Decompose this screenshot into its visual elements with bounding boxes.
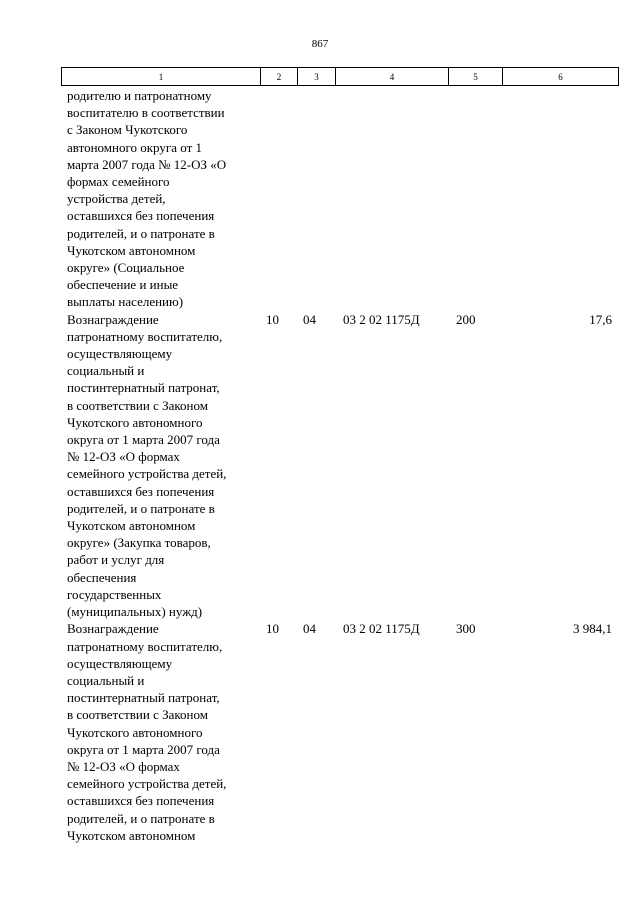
description-line: воспитателю в соответствии — [67, 105, 225, 121]
description-line: оставшихся без попечения — [67, 208, 215, 224]
description-line: выплаты населению) — [67, 294, 184, 310]
description-cell — [67, 311, 257, 621]
target-article-cell: 03 2 02 1175Д — [343, 621, 420, 637]
description-line: устройства детей, — [67, 191, 166, 207]
description-line: округа от 1 марта 2007 года — [67, 432, 220, 448]
description-line: осуществляющему — [67, 655, 173, 671]
target-article-cell: 03 2 02 1175Д — [343, 311, 420, 327]
amount-cell: 17,6 — [589, 311, 612, 327]
expense-type-cell: 300 — [456, 621, 476, 637]
description-line: Вознаграждение — [67, 621, 159, 637]
description-cell — [67, 87, 257, 311]
description-line: семейного устройства детей, — [67, 776, 227, 792]
column-header-1: 1 — [62, 68, 261, 86]
column-header-table — [61, 67, 619, 86]
description-line: Чукотском автономном — [67, 518, 196, 534]
description-line: родителей, и о патронате в — [67, 500, 215, 516]
description-cell — [67, 620, 257, 844]
description-line: (муниципальных) нужд) — [67, 604, 203, 620]
description-line: округе» (Социальное — [67, 260, 185, 276]
amount-cell: 3 984,1 — [573, 621, 612, 637]
subsection-code-cell: 04 — [303, 311, 316, 327]
description-line: Чукотском автономном — [67, 242, 196, 258]
description-line: постинтернатный патронат, — [67, 690, 220, 706]
column-header-5: 5 — [449, 68, 503, 86]
column-header-row — [62, 68, 619, 86]
description-line: округа от 1 марта 2007 года — [67, 741, 220, 757]
description-line: Чукотского автономного — [67, 414, 203, 430]
description-line: в соответствии с Законом — [67, 397, 208, 413]
description-line: родителей, и о патронате в — [67, 225, 215, 241]
description-line: № 12-ОЗ «О формах — [67, 758, 180, 774]
description-line: № 12-ОЗ «О формах — [67, 449, 180, 465]
description-line: марта 2007 года № 12-ОЗ «О — [67, 156, 227, 172]
table-row — [0, 620, 640, 844]
description-line: родителю и патронатному — [67, 88, 212, 103]
section-code-cell: 10 — [266, 621, 279, 637]
description-line: постинтернатный патронат, — [67, 380, 220, 396]
description-line: государственных — [67, 586, 162, 602]
section-code-cell: 10 — [266, 311, 279, 327]
subsection-code-cell: 04 — [303, 621, 316, 637]
column-header-4: 4 — [336, 68, 449, 86]
description-line: с Законом Чукотского — [67, 122, 188, 138]
description-line: оставшихся без попечения — [67, 793, 215, 809]
description-line: патронатному воспитателю, — [67, 638, 223, 654]
table-row — [0, 87, 640, 311]
table-row — [0, 311, 640, 621]
description-line: автономного округа от 1 — [67, 139, 203, 155]
description-line: работ и услуг для — [67, 552, 165, 568]
column-header-2: 2 — [261, 68, 298, 86]
description-line: Чукотском автономном — [67, 827, 196, 843]
description-line: в соответствии с Законом — [67, 707, 208, 723]
description-line: оставшихся без попечения — [67, 483, 215, 499]
description-line: осуществляющему — [67, 346, 173, 362]
description-line: патронатному воспитателю, — [67, 328, 223, 344]
description-line: Вознаграждение — [67, 311, 159, 327]
description-line: семейного устройства детей, — [67, 466, 227, 482]
column-header-3: 3 — [298, 68, 336, 86]
description-line: округе» (Закупка товаров, — [67, 535, 211, 551]
description-line: Чукотского автономного — [67, 724, 203, 740]
description-line: родителей, и о патронате в — [67, 810, 215, 826]
description-line: социальный и — [67, 672, 145, 688]
expense-type-cell: 200 — [456, 311, 476, 327]
column-header-6: 6 — [503, 68, 619, 86]
table-body — [0, 87, 640, 844]
page-number: 867 — [311, 38, 329, 50]
description-line: социальный и — [67, 363, 145, 379]
description-line: обеспечение и иные — [67, 277, 179, 293]
description-line: формах семейного — [67, 174, 170, 190]
description-line: обеспечения — [67, 569, 137, 585]
